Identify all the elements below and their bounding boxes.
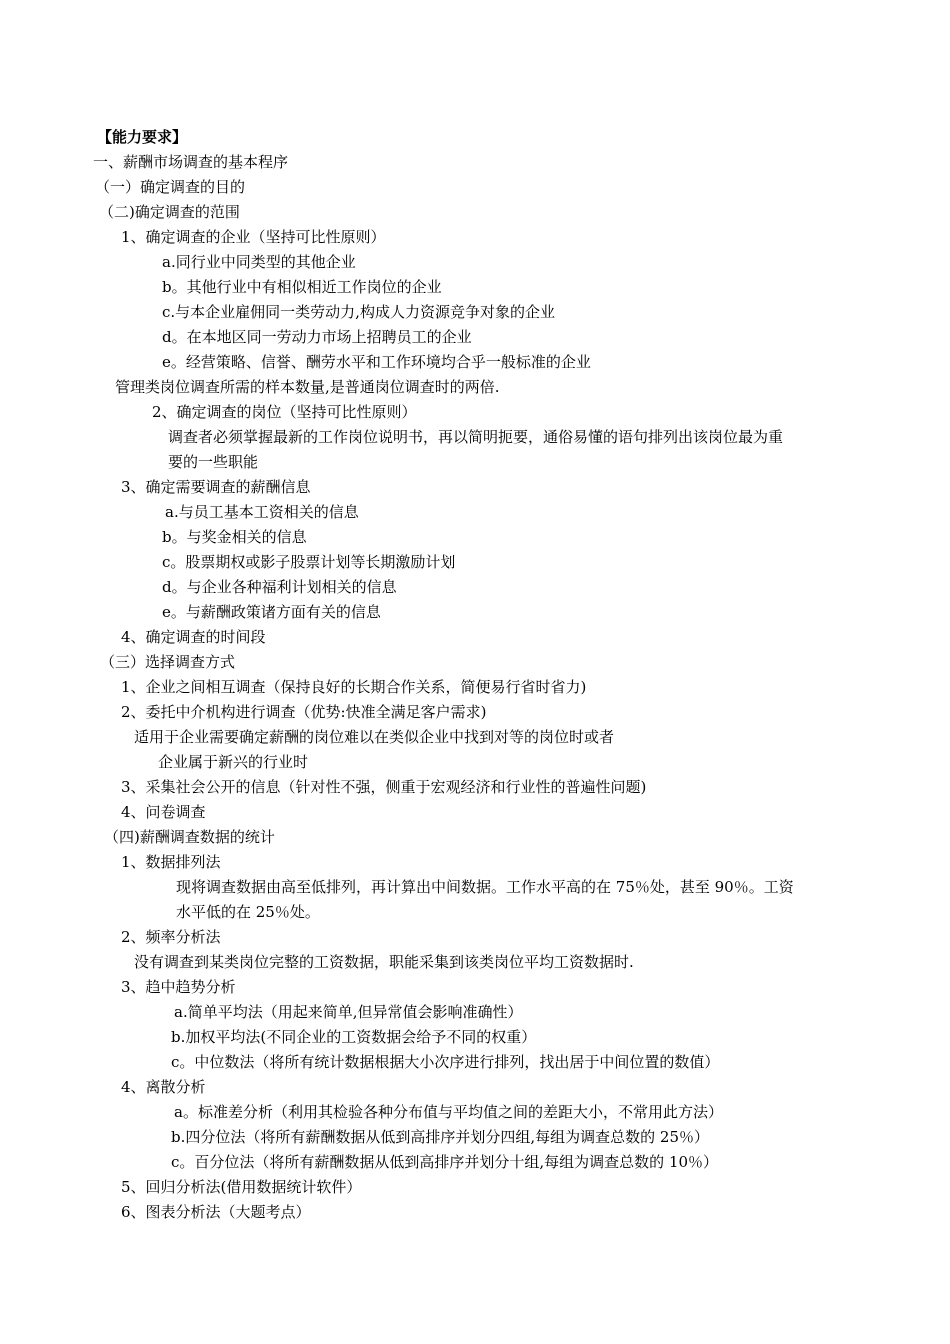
list-item: c.与本企业雇佣同一类劳动力,构成人力资源竞争对象的企业 [162, 303, 555, 321]
paragraph: 水平低的在 25％处。 [176, 903, 320, 921]
list-item: b.四分位法（将所有薪酬数据从低到高排序并划分四组,每组为调查总数的 25％） [171, 1128, 709, 1146]
paragraph: 没有调查到某类岗位完整的工资数据，职能采集到该类岗位平均工资数据时. [134, 953, 634, 971]
heading-level-3: 2、频率分析法 [121, 928, 221, 946]
heading-level-3: 4、离散分析 [121, 1078, 206, 1096]
heading-level-2: （二)确定调查的范围 [99, 203, 240, 221]
paragraph: 企业属于新兴的行业时 [158, 753, 309, 771]
heading-level-3: 3、采集社会公开的信息（针对性不强，侧重于宏观经济和行业性的普遍性问题) [121, 778, 647, 796]
heading-level-3: 4、确定调查的时间段 [121, 628, 266, 646]
list-item: b。其他行业中有相似相近工作岗位的企业 [162, 278, 442, 296]
list-item: d。与企业各种福利计划相关的信息 [162, 578, 397, 596]
heading-level-3: 3、确定需要调查的薪酬信息 [121, 478, 311, 496]
heading-level-3: 2、确定调查的岗位（坚持可比性原则） [152, 403, 417, 421]
paragraph: 调查者必须掌握最新的工作岗位说明书，再以简明扼要，通俗易懂的语句排列出该岗位最为重 [168, 428, 784, 446]
list-item: b。与奖金相关的信息 [162, 528, 307, 546]
list-item: a.与员工基本工资相关的信息 [165, 503, 359, 521]
list-item: a.简单平均法（用起来简单,但异常值会影响准确性） [174, 1003, 523, 1021]
heading-level-3: 1、企业之间相互调查（保持良好的长期合作关系，简便易行省时省力) [121, 678, 587, 696]
heading-level-3: 4、问卷调查 [121, 803, 206, 821]
list-item: e。与薪酬政策诸方面有关的信息 [162, 603, 381, 621]
heading-level-3: 1、确定调查的企业（坚持可比性原则） [121, 228, 386, 246]
list-item: a.同行业中同类型的其他企业 [162, 253, 356, 271]
heading-level-2: （三）选择调查方式 [100, 653, 236, 671]
heading-level-3: 1、数据排列法 [121, 853, 221, 871]
paragraph: 要的一些职能 [168, 453, 259, 471]
heading-level-3: 2、委托中介机构进行调查（优势:快准全满足客户需求) [121, 703, 487, 721]
section-heading: 【能力要求】 [97, 128, 188, 146]
heading-level-3: 3、趋中趋势分析 [121, 978, 236, 996]
list-item: c。股票期权或影子股票计划等长期激励计划 [162, 553, 456, 571]
list-item: d。在本地区同一劳动力市场上招聘员工的企业 [162, 328, 472, 346]
paragraph: 现将调查数据由高至低排列，再计算出中间数据。工作水平高的在 75％处，甚至 90％。工资 [176, 878, 794, 896]
heading-level-2: （一）确定调查的目的 [95, 178, 246, 196]
heading-level-3: 6、图表分析法（大题考点） [121, 1203, 311, 1221]
list-item: c。百分位法（将所有薪酬数据从低到高排序并划分十组,每组为调查总数的 10％） [171, 1153, 719, 1171]
list-item: b.加权平均法(不同企业的工资数据会给予不同的权重） [171, 1028, 537, 1046]
list-item: e。经营策略、信誉、酬劳水平和工作环境均合乎一般标准的企业 [162, 353, 591, 371]
list-item: a。标准差分析（利用其检验各种分布值与平均值之间的差距大小，不常用此方法） [174, 1103, 723, 1121]
heading-level-1: 一、薪酬市场调查的基本程序 [93, 153, 289, 171]
list-item: c。中位数法（将所有统计数据根据大小次序进行排列，找出居于中间位置的数值） [171, 1053, 720, 1071]
paragraph: 管理类岗位调查所需的样本数量,是普通岗位调查时的两倍. [115, 378, 500, 396]
heading-level-2: （四)薪酬调查数据的统计 [104, 828, 275, 846]
heading-level-3: 5、回归分析法(借用数据统计软件） [121, 1178, 362, 1196]
paragraph: 适用于企业需要确定薪酬的岗位难以在类似企业中找到对等的岗位时或者 [134, 728, 615, 746]
